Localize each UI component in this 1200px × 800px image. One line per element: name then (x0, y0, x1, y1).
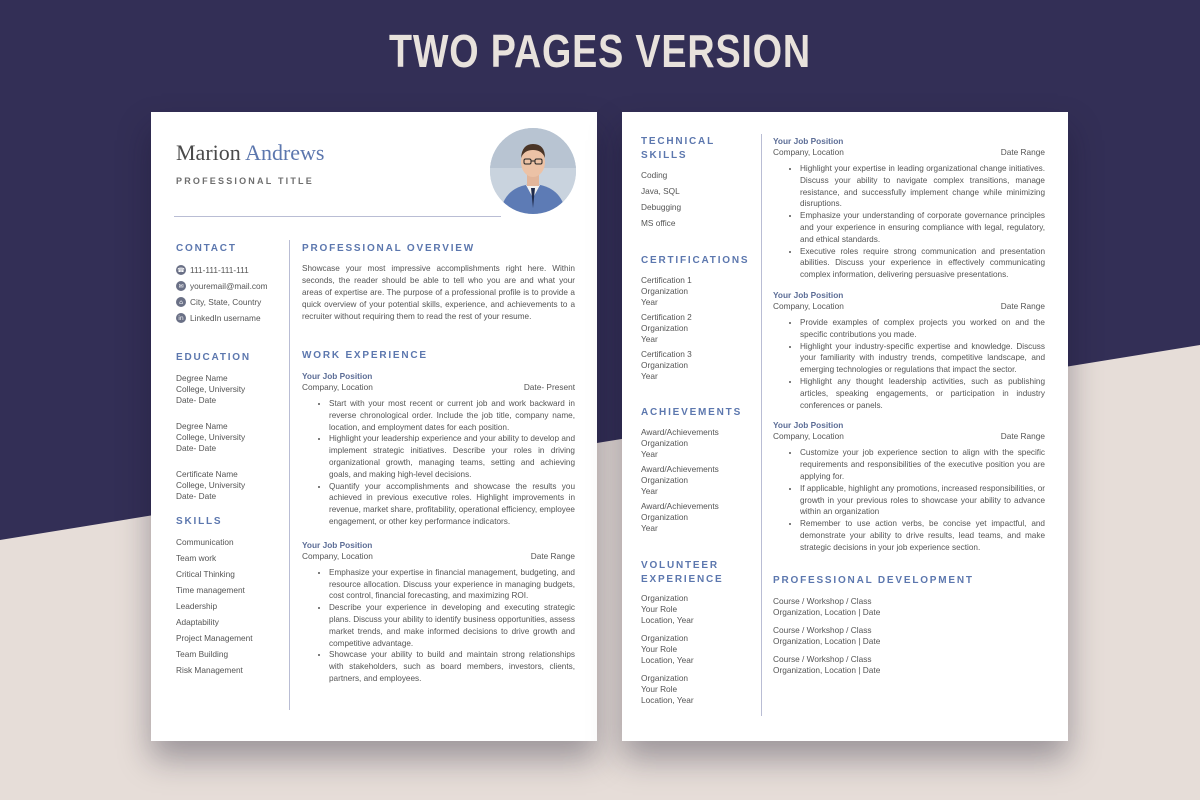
location-icon: ⌂ (176, 297, 186, 307)
achievements-list (641, 427, 719, 538)
volunteer-role: Your Role (641, 684, 678, 694)
job-date: Date Range (1000, 431, 1045, 442)
email-icon: ✉ (176, 281, 186, 291)
technical-skills-list (641, 167, 681, 231)
volunteer-heading-line2: EXPERIENCE (641, 574, 724, 585)
achievement-name: Award/Achievements (641, 464, 719, 474)
development-item (773, 654, 880, 676)
technical-skill-item: Debugging (641, 202, 682, 212)
job-meta (773, 301, 1045, 311)
resume-page-2 (622, 112, 1068, 741)
education-school: College, University (176, 432, 246, 442)
job-entry (302, 540, 575, 685)
job-bullet: • Emphasize your expertise in financial management, budgeting, and resource allocation. Discuss your experience in managing budgets, cost control, financial forecasting, and maximizing ROI. (329, 567, 575, 602)
job-company: Company, Location (773, 147, 844, 157)
achievement-org: Organization (641, 512, 689, 522)
volunteer-role: Your Role (641, 644, 678, 654)
job-bullet: • Executive roles require strong communication and presentation abilities. Discuss your experience in effectively communicating complex information, delivering persuasive presentations. (800, 246, 1045, 281)
technical-skill-item: Java, SQL (641, 186, 680, 196)
job-position: Your Job Position (302, 371, 373, 381)
education-list (176, 373, 245, 517)
job-company: Company, Location (302, 550, 373, 561)
development-course: Course / Workshop / Class (773, 625, 872, 635)
contact-list (176, 262, 268, 326)
volunteer-item (641, 673, 694, 706)
last-name: Andrews (245, 140, 325, 165)
job-bullet: • Customize your job experience section to align with the specific requirements and responsibilities of the executive position you are applying for. (800, 447, 1045, 482)
certification-item (641, 312, 692, 345)
contact-heading: CONTACT (176, 243, 237, 254)
person-photo-icon (490, 128, 576, 214)
job-bullet: • Start with your most recent or current job and work backward in reverse chronological order. Include the job title, company name, location, and employment dates for each position. (329, 398, 575, 433)
skill-item: Critical Thinking (176, 569, 235, 579)
professional-title: PROFESSIONAL TITLE (176, 176, 314, 186)
education-date: Date- Date (176, 443, 217, 453)
job-position: Your Job Position (302, 539, 373, 550)
job-bullet: • Highlight any thought leadership activities, such as publishing articles, speaking engagements, or participation in industry conferences or panels. (800, 376, 1045, 411)
education-school: College, University (176, 384, 246, 394)
column-divider (289, 240, 290, 710)
education-school: College, University (176, 480, 246, 490)
volunteer-org: Organization (641, 633, 689, 643)
location-text: City, State, Country (190, 296, 262, 307)
education-date: Date- Date (176, 491, 217, 501)
overview-text: Showcase your most impressive accomplishments right here. Within seconds, the reader should be able to tell who you are and what your areas of expertise are. The purpose of a professional profile is to provide a quick overview of your potential skills, experience, and achievements to a recruiter without requiring them to read the rest of your resume. (302, 264, 575, 321)
technical-skill-item: MS office (641, 218, 676, 228)
certifications-list (641, 275, 692, 386)
certification-year: Year (641, 371, 658, 381)
volunteer-heading-line1: VOLUNTEER (641, 560, 719, 571)
work-list-continued (773, 136, 1045, 554)
development-org: Organization, Location | Date (773, 665, 881, 675)
phone-text: 111-111-111-111 (190, 264, 249, 275)
certification-org: Organization (641, 323, 689, 333)
banner-title: TWO PAGES VERSION (389, 25, 811, 77)
column-divider (761, 134, 762, 716)
job-bullet: • Highlight your industry-specific expertise and knowledge. Discuss your familiarity with industry trends, competitive landscape, and emerging technologies or regulations that impact the sector. (800, 341, 1045, 376)
volunteer-location: Location, Year (641, 655, 694, 665)
job-date: Date- Present (523, 382, 575, 392)
skill-item: Risk Management (176, 665, 243, 675)
job-date: Date Range (530, 550, 575, 561)
development-course: Course / Workshop / Class (773, 654, 872, 664)
work-heading: WORK EXPERIENCE (302, 350, 428, 361)
job-position: Your Job Position (773, 420, 844, 431)
job-entry (773, 420, 1045, 553)
achievement-item (641, 464, 719, 497)
development-course: Course / Workshop / Class (773, 596, 872, 606)
header-divider (174, 216, 501, 217)
work-list (302, 371, 575, 685)
achievement-year: Year (641, 449, 658, 459)
development-item (773, 596, 880, 618)
certification-name: Certification 3 (641, 349, 692, 359)
job-bullet: • Quantify your accomplishments and showcase the results you achieved in previous executive roles. Highlight improvements in revenue, market share, profitability, operational efficiency, employee engagement, or other key performance indicators. (329, 481, 575, 528)
volunteer-location: Location, Year (641, 615, 694, 625)
contact-linkedin (176, 310, 268, 326)
job-bullet: • Remember to use action verbs, be concise yet impactful, and demonstrate your ability to drive results, lead teams, and make strategic decisions in your job experience section. (800, 518, 1045, 553)
skill-item: Project Management (176, 633, 253, 643)
skill-item: Time management (176, 585, 245, 595)
volunteer-location: Location, Year (641, 695, 694, 705)
education-item (176, 421, 245, 454)
job-date: Date Range (1000, 147, 1045, 157)
education-degree: Certificate Name (176, 469, 238, 479)
technical-skill-item: Coding (641, 170, 668, 180)
achievement-org: Organization (641, 475, 689, 485)
job-meta (302, 382, 575, 392)
volunteer-org: Organization (641, 593, 689, 603)
skill-item: Leadership (176, 601, 218, 611)
education-degree: Degree Name (176, 421, 228, 431)
candidate-name (176, 140, 325, 166)
phone-icon: ☎ (177, 266, 185, 274)
job-company: Company, Location (773, 300, 844, 311)
certification-name: Certification 1 (641, 275, 692, 285)
certification-name: Certification 2 (641, 312, 692, 322)
job-entry (773, 136, 1045, 281)
skill-item: Team work (176, 553, 217, 563)
technical-heading-line1: TECHNICAL (641, 136, 715, 147)
achievement-name: Award/Achievements (641, 501, 719, 511)
skill-item: Adaptability (176, 617, 219, 627)
job-bullet: • Provide examples of complex projects you worked on and the specific contributions you made. (800, 317, 1045, 341)
technical-heading-line2: SKILLS (641, 150, 688, 161)
job-position: Your Job Position (773, 136, 844, 146)
certification-year: Year (641, 334, 658, 344)
education-item (176, 469, 245, 502)
certification-year: Year (641, 297, 658, 307)
achievement-year: Year (641, 486, 658, 496)
technical-skills-heading (641, 135, 715, 163)
job-bullet: • Describe your experience in developing and executing strategic plans. Discuss your ability to identify business opportunities, assess market trends, and make informed decisions to drive growth and competitive advantage. (329, 602, 575, 649)
certification-item (641, 349, 692, 382)
job-meta (773, 147, 1045, 157)
job-bullet: • If applicable, highlight any promotions, increased responsibilities, or growth in your previous roles to showcase your ability to advance within an organization (800, 483, 1045, 518)
volunteer-role: Your Role (641, 604, 678, 614)
development-org: Organization, Location | Date (773, 607, 881, 617)
job-company: Company, Location (302, 382, 373, 392)
achievement-item (641, 427, 719, 460)
certification-org: Organization (641, 360, 689, 370)
education-date: Date- Date (176, 395, 217, 405)
job-entry (773, 290, 1045, 411)
job-bullet: • Highlight your expertise in leading organizational change initiatives. Discuss your ability to navigate complex transitions, manage resistance, and successfully implement change while minimizing disruptions. (800, 163, 1045, 210)
job-bullet: • Emphasize your understanding of corporate governance principles and your experience in ensuring compliance with legal, regulatory, and ethical standards. (800, 210, 1045, 245)
job-bullet: • Highlight your leadership experience and your ability to develop and implement strategic initiatives. Describe your roles in driving organizational growth, managing teams, setting and achieving goals, and making high-level decisions. (329, 433, 575, 480)
email-text: youremail@mail.com (190, 280, 268, 291)
job-bullets (329, 398, 575, 528)
education-heading: EDUCATION (176, 352, 251, 363)
volunteer-heading (641, 559, 723, 587)
job-entry (302, 371, 575, 528)
achievements-heading: ACHIEVEMENTS (641, 407, 743, 418)
achievement-name: Award/Achievements (641, 427, 719, 437)
job-bullets (800, 447, 1045, 553)
skill-item: Team Building (176, 649, 229, 659)
skills-list (176, 534, 253, 678)
job-position: Your Job Position (773, 289, 844, 300)
job-meta (302, 551, 575, 561)
job-date: Date Range (1000, 300, 1045, 311)
volunteer-org: Organization (641, 673, 689, 683)
skills-heading: SKILLS (176, 516, 223, 527)
achievement-year: Year (641, 523, 658, 533)
development-org: Organization, Location | Date (773, 636, 881, 646)
contact-email (176, 278, 268, 294)
job-meta (773, 431, 1045, 441)
development-list (773, 596, 880, 683)
volunteer-list (641, 593, 694, 713)
linkedin-icon: in (176, 313, 186, 323)
certification-org: Organization (641, 286, 689, 296)
contact-phone (176, 262, 268, 278)
education-item (176, 373, 245, 406)
contact-location (176, 294, 268, 310)
job-bullets (329, 567, 575, 685)
development-item (773, 625, 880, 647)
job-bullets (800, 317, 1045, 411)
volunteer-item (641, 593, 694, 626)
job-company: Company, Location (773, 431, 844, 442)
achievement-org: Organization (641, 438, 689, 448)
skill-item: Communication (176, 537, 234, 547)
volunteer-item (641, 633, 694, 666)
certifications-heading: CERTIFICATIONS (641, 255, 750, 266)
profile-photo (490, 128, 576, 214)
resume-page-1 (151, 112, 597, 741)
first-name: Marion (176, 140, 241, 165)
job-bullets (800, 163, 1045, 281)
development-heading: PROFESSIONAL DEVELOPMENT (773, 575, 974, 586)
achievement-item (641, 501, 719, 534)
job-bullet: • Showcase your ability to build and maintain strong relationships with stakeholders, such as board members, investors, clients, partners, and employees. (329, 649, 575, 684)
overview-heading: PROFESSIONAL OVERVIEW (302, 243, 476, 254)
certification-item (641, 275, 692, 308)
education-degree: Degree Name (176, 373, 228, 383)
linkedin-text: LinkedIn username (190, 312, 261, 323)
